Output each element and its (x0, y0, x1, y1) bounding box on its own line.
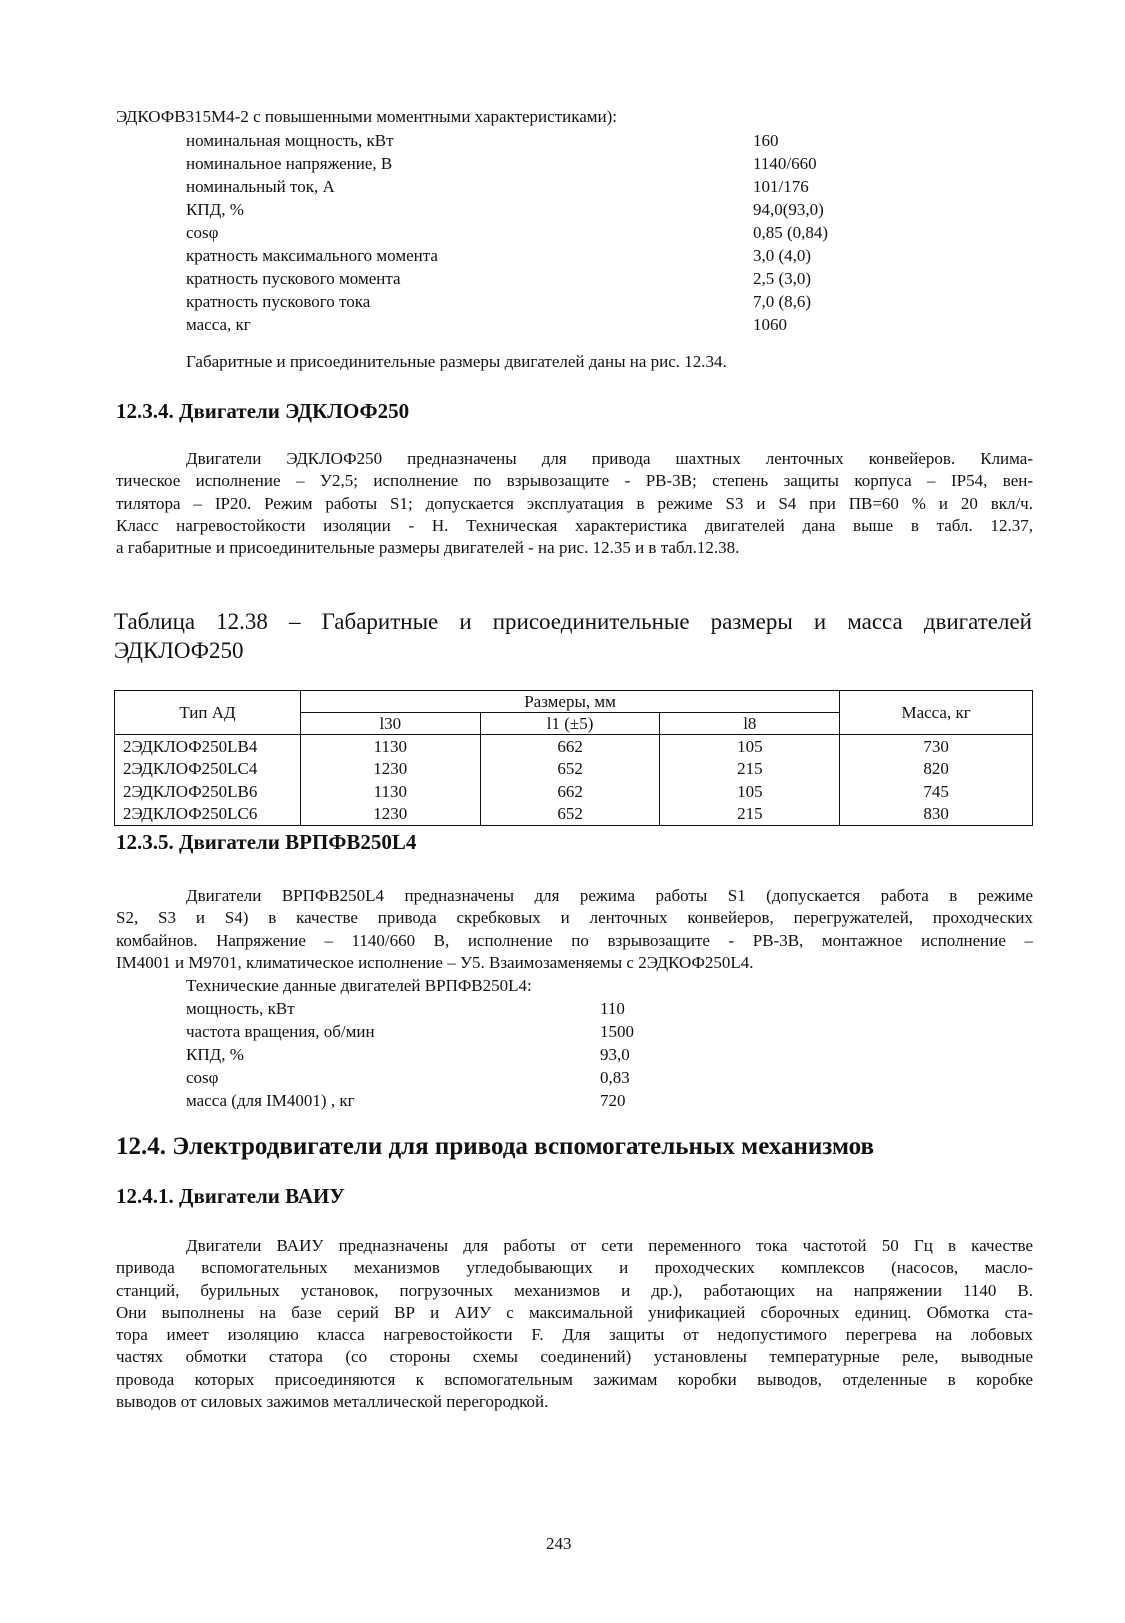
spec-value: 94,0(93,0) (753, 200, 824, 219)
spec-label: cosφ (186, 1068, 219, 1087)
paragraph-line: Двигатели ВРПФВ250L4 предназначены для режима работы S1 (допускается работа в режиме (186, 886, 1033, 905)
dimensions-table (114, 690, 1033, 826)
spec-label: КПД, % (186, 1045, 244, 1064)
spec-row (186, 129, 866, 152)
paragraph-line: тилятора – IP20. Режим работы S1; допускается эксплуатация в режиме S3 и S4 при ПВ=60 % и 20 вкл/ч. (116, 493, 1033, 513)
spec-row (186, 175, 866, 198)
spec-value: 0,83 (600, 1068, 630, 1087)
spec-value: 110 (600, 999, 625, 1018)
table-cell-l30: 1230 (300, 758, 480, 781)
spec-row (186, 313, 866, 336)
spec-label: масса, кг (186, 315, 251, 334)
spec-value: 7,0 (8,6) (753, 292, 812, 311)
section-heading-12-3-5: 12.3.5. Двигатели ВРПФВ250L4 (116, 830, 417, 854)
spec-value: 0,85 (0,84) (753, 223, 829, 242)
col-header-l8: l8 (660, 713, 840, 735)
spec-row (186, 152, 866, 175)
spec-label: cosφ (186, 223, 219, 242)
table-cell-type: 2ЭДКЛОФ250LC6 (115, 803, 301, 826)
spec-value: 93,0 (600, 1045, 630, 1064)
table-cell-l8: 105 (660, 735, 840, 758)
spec-row (186, 198, 866, 221)
paragraph-line: выводов от силовых зажимов металлической перегородкой. (116, 1392, 549, 1412)
table-cell-type: 2ЭДКЛОФ250LC4 (115, 758, 301, 781)
spec-value: 1140/660 (753, 154, 817, 173)
section-heading-12-4-1: 12.4.1. Двигатели ВАИУ (116, 1184, 345, 1208)
spec-row (186, 290, 866, 313)
paragraph-line: тора имеет изоляцию класса нагревостойкости F. Для защиты от недопустимого перегрева на лобовых (116, 1325, 1033, 1345)
table-cell-l30: 1130 (300, 735, 480, 758)
paragraph-line: Двигатели ВАИУ предназначены для работы от сети переменного тока частотой 50 Гц в качестве (186, 1236, 1033, 1255)
spec-label: номинальное напряжение, В (186, 154, 393, 173)
page-number: 243 (546, 1534, 572, 1553)
table-cell-l1: 662 (480, 780, 660, 803)
dims-note: Габаритные и присоединительные размеры двигателей даны на рис. 12.34. (186, 352, 727, 371)
spec-label: частота вращения, об/мин (186, 1022, 375, 1041)
paragraph-line: а габаритные и присоединительные размеры двигателей - на рис. 12.35 и в табл.12.38. (116, 538, 740, 558)
spec-label: КПД, % (186, 200, 244, 219)
paragraph-line: IM4001 и М9701, климатическое исполнение – У5. Взаимозаменяемы с 2ЭДКОФ250L4. (116, 952, 754, 972)
tech-data-title: Технические данные двигателей ВРПФВ250L4: (186, 976, 532, 995)
spec-row (186, 244, 866, 267)
spec-list-vrpfv (186, 997, 686, 1112)
paragraph-line: провода которых присоединяются к вспомогательным зажимам коробки выводов, отделенные в коробке (116, 1369, 1033, 1389)
col-header-dimensions: Размеры, мм (300, 691, 839, 713)
table-cell-mass: 745 (840, 780, 1033, 803)
paragraph-12-3-4 (116, 448, 1033, 559)
paragraph-line: S2, S3 и S4) в качестве привода скребковых и ленточных конвейеров, перегружателей, проходческих (116, 908, 1033, 928)
table-cell-l30: 1130 (300, 780, 480, 803)
table-row (115, 803, 1033, 826)
paragraph-line: Они выполнены на базе серий ВР и АИУ с максимальной унификацией сборочных единиц. Обмотка ста- (116, 1302, 1033, 1322)
section-heading-12-3-4: 12.3.4. Двигатели ЭДКЛОФ250 (116, 399, 410, 423)
table-cell-type: 2ЭДКЛОФ250LB4 (115, 735, 301, 758)
spec-value: 101/176 (753, 177, 809, 196)
spec-value: 2,5 (3,0) (753, 269, 812, 288)
paragraph-line: тическое исполнение – У2,5; исполнение по взрывозащите - РВ-3В; степень защиты корпуса – IP54, вен- (116, 471, 1033, 491)
table-row (115, 758, 1033, 781)
spec-row (186, 1043, 686, 1066)
col-header-mass: Масса, кг (840, 691, 1033, 735)
col-header-l30: l30 (300, 713, 480, 735)
spec-label: кратность максимального момента (186, 246, 438, 265)
table-cell-mass: 820 (840, 758, 1033, 781)
spec-label: номинальный ток, А (186, 177, 335, 196)
table-cell-l8: 215 (660, 803, 840, 826)
table-cell-l1: 662 (480, 735, 660, 758)
intro-line: ЭДКОФВ315М4-2 с повышенными моментными характеристиками): (116, 107, 618, 126)
spec-value: 720 (600, 1091, 626, 1110)
paragraph-12-3-5 (116, 885, 1033, 974)
spec-label: масса (для IM4001) , кг (186, 1091, 355, 1110)
spec-label: кратность пускового момента (186, 269, 401, 288)
table-cell-mass: 830 (840, 803, 1033, 826)
spec-row (186, 1020, 686, 1043)
spec-value: 1500 (600, 1022, 634, 1041)
table-caption-line-2: ЭДКЛОФ250 (114, 638, 244, 663)
spec-list-edkofv (186, 129, 866, 336)
spec-row (186, 1066, 686, 1089)
spec-label: кратность пускового тока (186, 292, 371, 311)
spec-value: 1060 (753, 315, 787, 334)
table-cell-mass: 730 (840, 735, 1033, 758)
table-cell-l1: 652 (480, 758, 660, 781)
paragraph-line: привода вспомогательных механизмов угледобывающих и проходческих комплексов (насосов, масло- (116, 1258, 1033, 1278)
table-cell-l30: 1230 (300, 803, 480, 826)
col-header-type: Тип АД (115, 691, 301, 735)
table-cell-l1: 652 (480, 803, 660, 826)
table-row (115, 735, 1033, 758)
spec-label: номинальная мощность, кВт (186, 131, 394, 150)
paragraph-line: Класс нагревостойкости изоляции - Н. Техническая характеристика двигателей дана выше в табл. 12.37, (116, 515, 1033, 535)
table-caption (114, 607, 1032, 665)
table-row (115, 780, 1033, 803)
table-cell-l8: 105 (660, 780, 840, 803)
spec-label: мощность, кВт (186, 999, 295, 1018)
paragraph-line: Двигатели ЭДКЛОФ250 предназначены для привода шахтных ленточных конвейеров. Клима- (186, 449, 1033, 468)
paragraph-12-4-1 (116, 1235, 1033, 1413)
spec-row (186, 221, 866, 244)
col-header-l1: l1 (±5) (480, 713, 660, 735)
spec-value: 160 (753, 131, 779, 150)
spec-value: 3,0 (4,0) (753, 246, 812, 265)
table-caption-line-1: Таблица 12.38 – Габаритные и присоединительные размеры и масса двигателей (114, 609, 1032, 634)
spec-row (186, 267, 866, 290)
paragraph-line: частях обмотки статора (со стороны схемы соединений) установлены температурные реле, выводные (116, 1347, 1033, 1367)
table-cell-l8: 215 (660, 758, 840, 781)
paragraph-line: станций, бурильных установок, погрузочных механизмов и др.), работающих на напряжении 1140 В. (116, 1280, 1033, 1300)
paragraph-line: комбайнов. Напряжение – 1140/660 В, исполнение по взрывозащите - РВ-3В, монтажное исполнение – (116, 930, 1033, 950)
section-heading-12-4: 12.4. Электродвигатели для привода вспомогательных механизмов (116, 1133, 875, 1160)
spec-row (186, 997, 686, 1020)
spec-row (186, 1089, 686, 1112)
table-cell-type: 2ЭДКЛОФ250LB6 (115, 780, 301, 803)
